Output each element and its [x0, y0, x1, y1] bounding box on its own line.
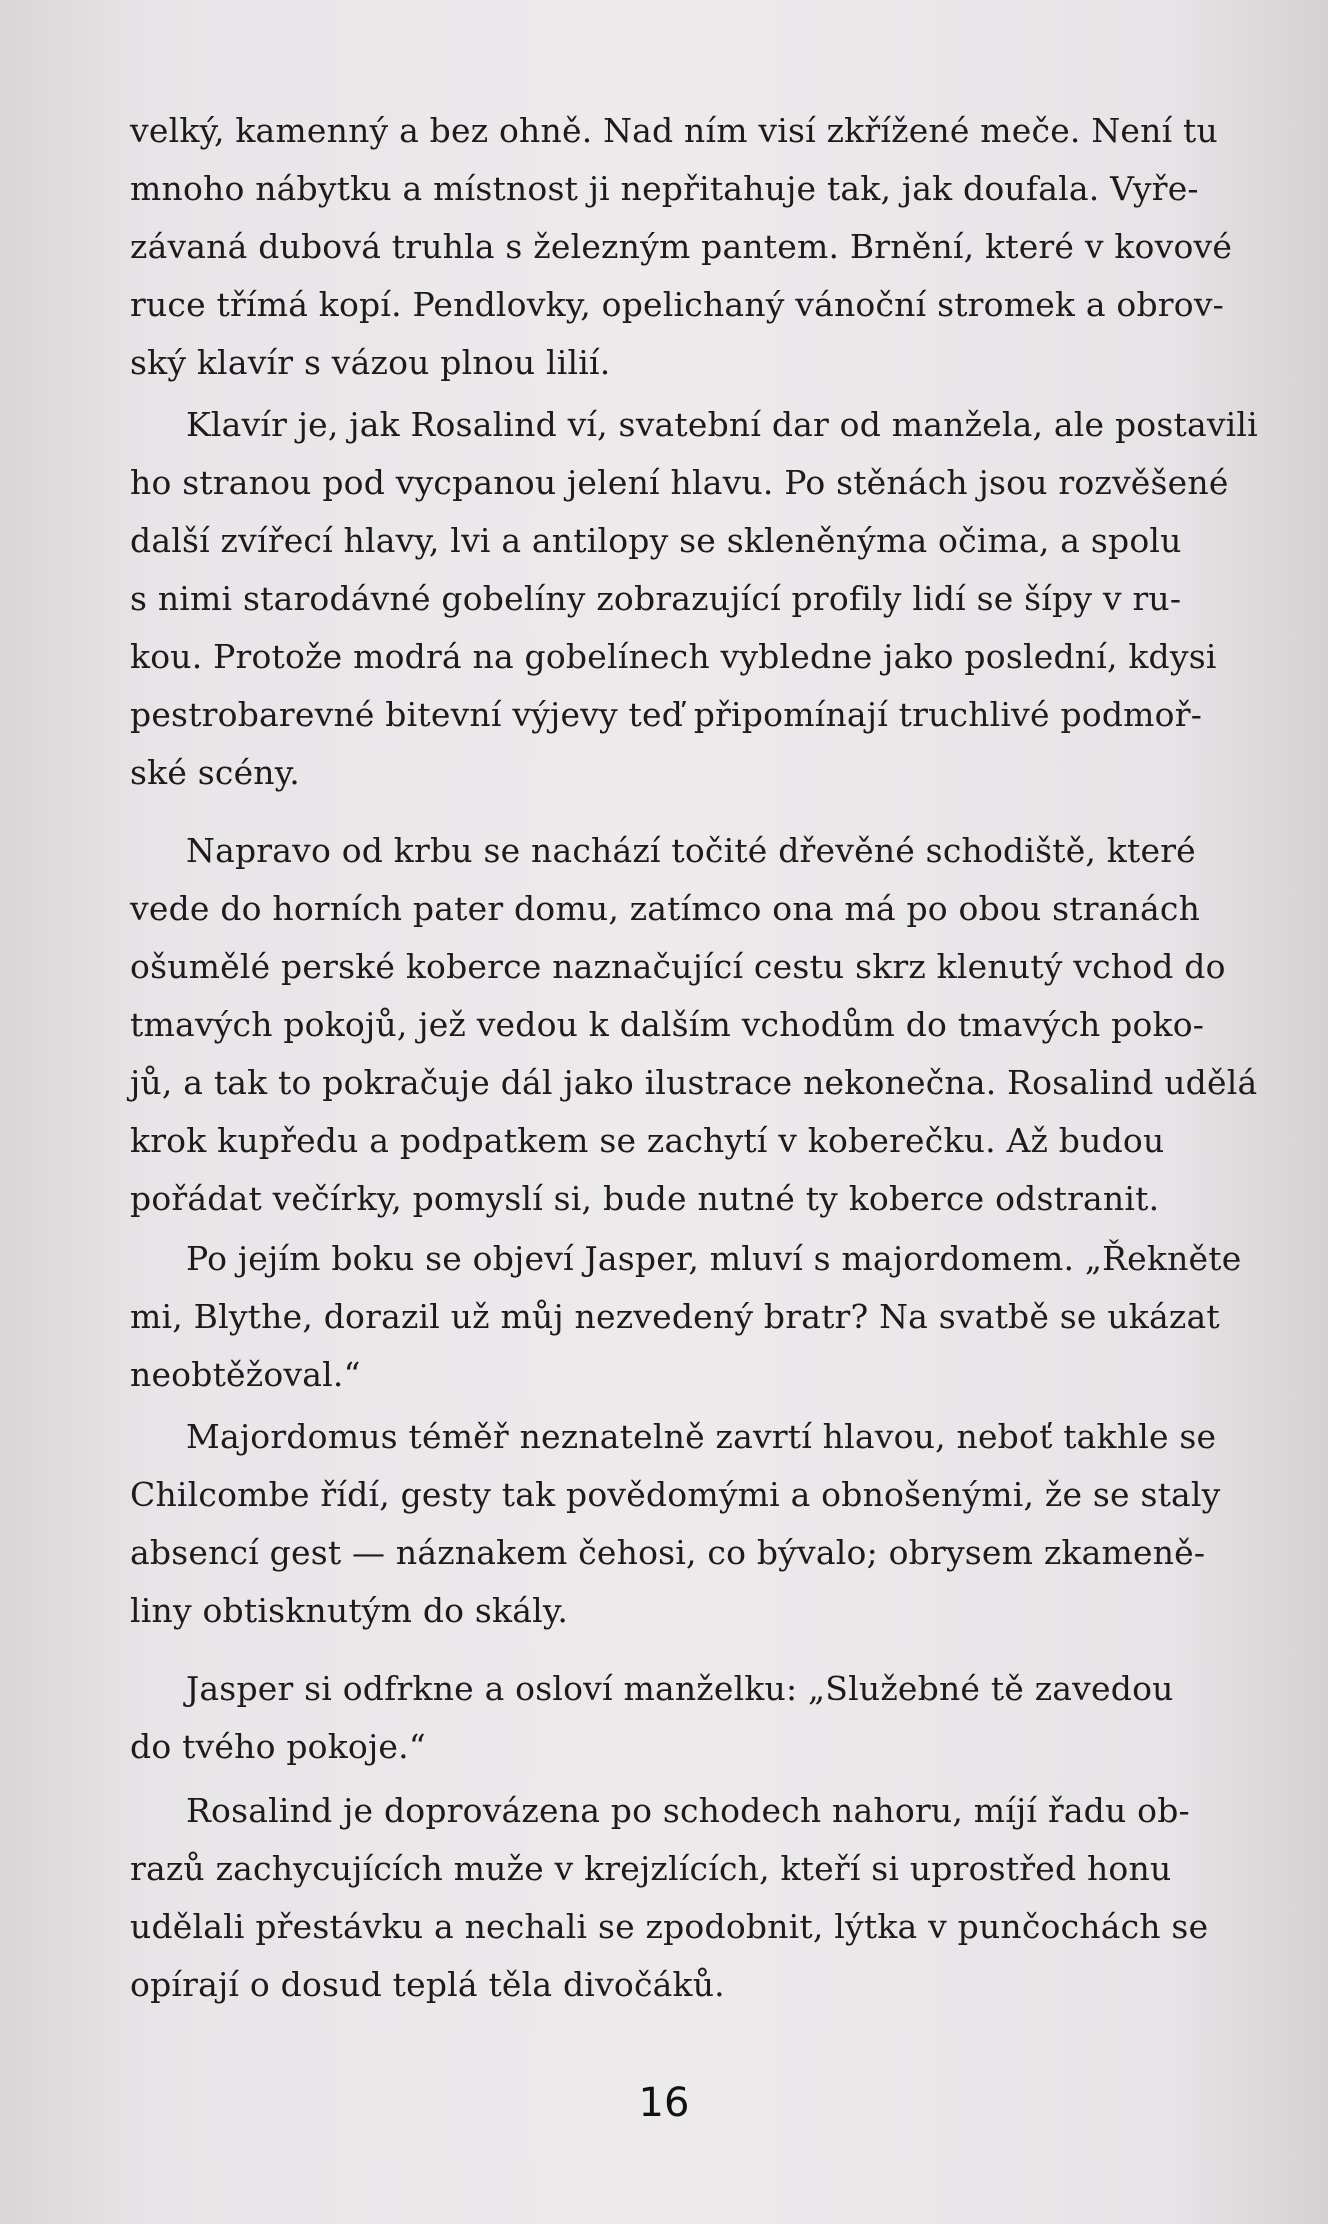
text-line: absencí gest — náznakem čehosi, co bývalo; obrysem zkameně-: [130, 1533, 1206, 1572]
text-line: ský klavír s vázou plnou lilií.: [130, 343, 611, 382]
text-line: ruce třímá kopí. Pendlovky, opelichaný vánoční stromek a obrov-: [130, 285, 1225, 324]
text-line: udělali přestávku a nechali se zpodobnit, lýtka v punčochách se: [130, 1907, 1209, 1946]
paragraph-first-line: Rosalind je doprovázena po schodech nahoru, míjí řadu ob-: [186, 1791, 1190, 1830]
text-line: krok kupředu a podpatkem se zachytí v koberečku. Až budou: [130, 1121, 1165, 1160]
page-number: 16: [638, 2080, 690, 2126]
text-line: tmavých pokojů, jež vedou k dalším vchodům do tmavých poko-: [130, 1005, 1205, 1044]
text-line: jů, a tak to pokračuje dál jako ilustrace nekonečna. Rosalind udělá: [130, 1063, 1258, 1102]
text-line: do tvého pokoje.“: [130, 1727, 426, 1766]
text-line: mnoho nábytku a místnost ji nepřitahuje tak, jak doufala. Vyře-: [130, 169, 1199, 208]
text-line: další zvířecí hlavy, lvi a antilopy se skleněnýma očima, a spolu: [130, 521, 1182, 560]
paragraph-first-line: Jasper si odfrkne a osloví manželku: „Služebné tě zavedou: [186, 1669, 1174, 1708]
paragraph-first-line: Napravo od krbu se nachází točité dřevěné schodiště, které: [186, 831, 1196, 870]
paragraph-first-line: Po jejím boku se objeví Jasper, mluví s majordomem. „Řekněte: [186, 1239, 1242, 1278]
text-line: neobtěžoval.“: [130, 1355, 361, 1394]
paragraph-first-line: Majordomus téměř neznatelně zavrtí hlavou, neboť takhle se: [186, 1417, 1217, 1456]
text-line: kou. Protože modrá na gobelínech vybledne jako poslední, kdysi: [130, 637, 1217, 676]
text-line: opírají o dosud teplá těla divočáků.: [130, 1965, 725, 2004]
text-line: Chilcombe řídí, gesty tak povědomými a obnošenými, že se staly: [130, 1475, 1221, 1514]
text-line: vede do horních pater domu, zatímco ona má po obou stranách: [130, 889, 1201, 928]
text-line: pořádat večírky, pomyslí si, bude nutné ty koberce odstranit.: [130, 1179, 1160, 1218]
paragraph-first-line: Klavír je, jak Rosalind ví, svatební dar od manžela, ale postavili: [186, 405, 1258, 444]
text-line: velký, kamenný a bez ohně. Nad ním visí zkřížené meče. Není tu: [130, 111, 1218, 150]
text-line: liny obtisknutým do skály.: [130, 1591, 569, 1630]
text-line: razů zachycujících muže v krejzlících, kteří si uprostřed honu: [130, 1849, 1172, 1888]
text-line: ho stranou pod vycpanou jelení hlavu. Po stěnách jsou rozvěšené: [130, 463, 1229, 502]
text-line: závaná dubová truhla s železným pantem. Brnění, které v kovové: [130, 227, 1233, 266]
text-line: ské scény.: [130, 753, 300, 792]
text-line: pestrobarevné bitevní výjevy teď připomínají truchlivé podmoř-: [130, 695, 1203, 734]
text-line: ošumělé perské koberce naznačující cestu skrz klenutý vchod do: [130, 947, 1226, 986]
text-line: mi, Blythe, dorazil už můj nezvedený bratr? Na svatbě se ukázat: [130, 1297, 1220, 1336]
text-line: s nimi starodávné gobelíny zobrazující profily lidí se šípy v ru-: [130, 579, 1182, 618]
